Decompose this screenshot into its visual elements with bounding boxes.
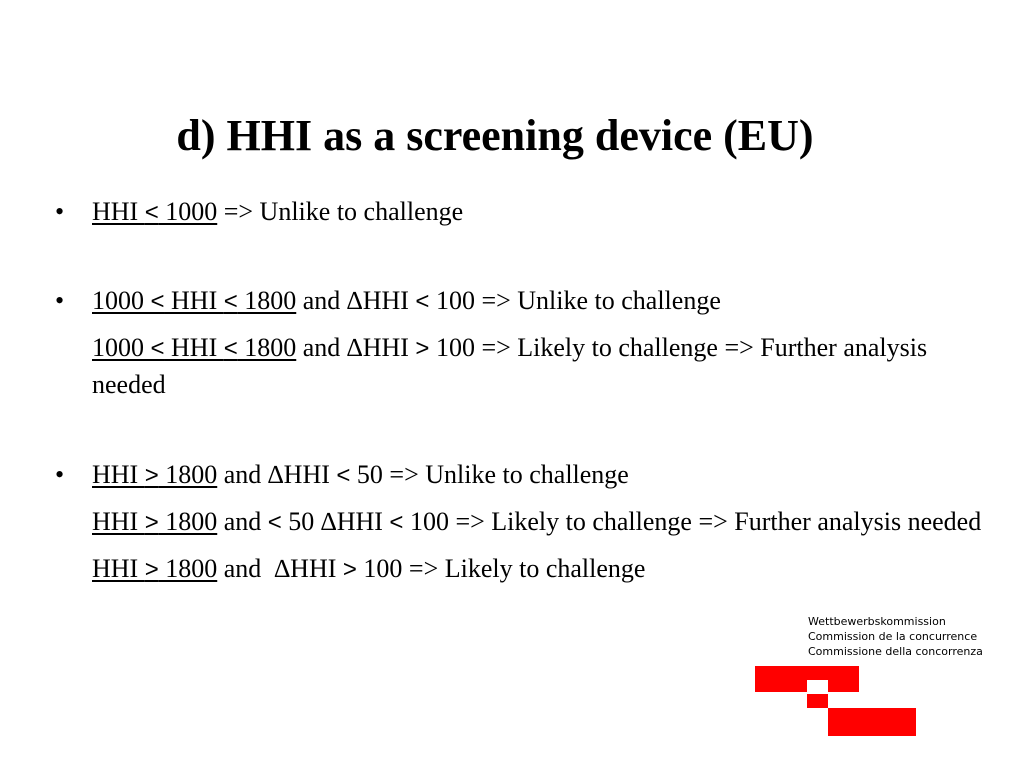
bullet-line: 1000 < HHI < 1800 and ∆HHI > 100 => Likely to challenge => Further analysis needed bbox=[92, 333, 928, 399]
bullet-marker: • bbox=[55, 286, 65, 315]
bullet-line: 1000 < HHI < 1800 and ∆HHI < 100 => Unlike to challenge bbox=[92, 286, 721, 315]
threshold-condition: 1000 < HHI < 1800 bbox=[92, 333, 297, 362]
bullet-line bbox=[92, 194, 985, 231]
commission-name bbox=[808, 614, 983, 659]
bullet-hhi-below-1000 bbox=[55, 194, 985, 231]
threshold-condition: 1000 < HHI < 1800 bbox=[92, 286, 297, 315]
bullet-line: HHI > 1800 and ∆HHI < 50 => Unlike to challenge bbox=[92, 460, 629, 489]
bullet-list bbox=[55, 194, 985, 588]
slide-title: d) HHI as a screening device (EU) bbox=[176, 111, 814, 160]
bullet-marker: • bbox=[55, 197, 65, 226]
bullet-hhi-1000-to-1800 bbox=[55, 283, 985, 403]
swiss-flag-logo-icon bbox=[755, 666, 917, 738]
threshold-condition: HHI < 1000 bbox=[92, 197, 218, 226]
commission-name-de: Wettbewerbskommission bbox=[808, 615, 946, 628]
threshold-condition: HHI > 1800 bbox=[92, 460, 218, 489]
bullet-line: HHI > 1800 and ∆HHI > 100 => Likely to challenge bbox=[92, 554, 646, 583]
bullet-line: HHI > 1800 and < 50 ∆HHI < 100 => Likely to challenge => Further analysis needed bbox=[92, 507, 982, 536]
commission-name-fr: Commission de la concurrence bbox=[808, 630, 978, 643]
line-text: => Unlike to challenge bbox=[217, 197, 464, 226]
bullet-hhi-above-1800 bbox=[55, 457, 985, 588]
commission-name-it: Commissione della concorrenza bbox=[808, 645, 983, 658]
threshold-condition: HHI > 1800 bbox=[92, 554, 218, 583]
bullet-marker: • bbox=[55, 460, 65, 489]
threshold-condition: HHI > 1800 bbox=[92, 507, 218, 536]
